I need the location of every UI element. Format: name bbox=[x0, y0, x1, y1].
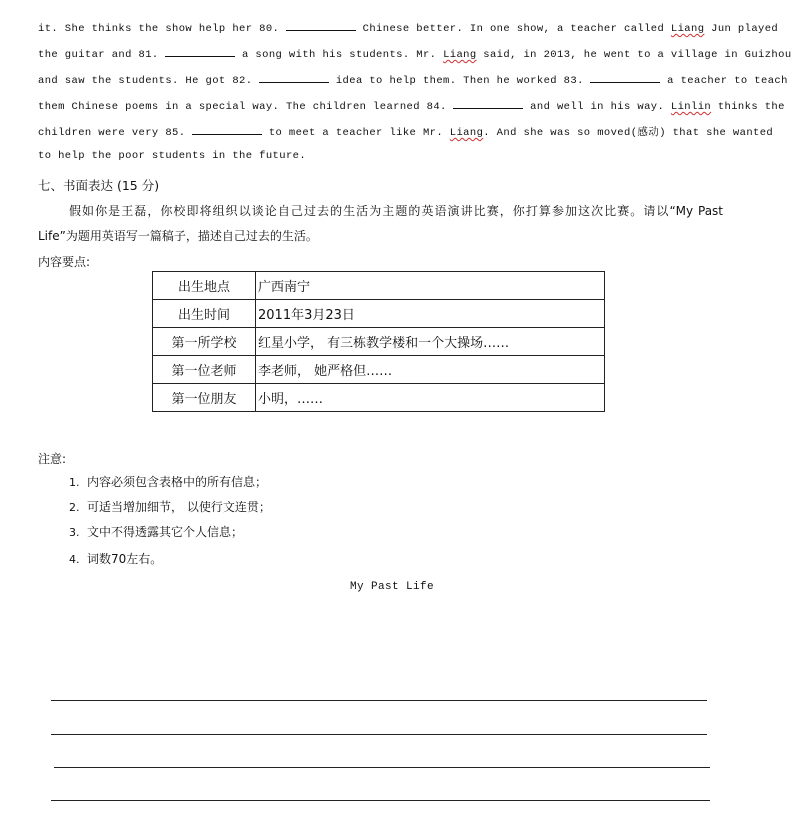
passage-text: a song with his students. Mr. bbox=[235, 49, 444, 61]
writing-prompt-line-1: 假如你是王磊，你校即将组织以谈论自己过去的生活为主题的英语演讲比赛，你打算参加这次比赛。请以“My Past bbox=[69, 204, 723, 218]
table-value: 广西南宁 bbox=[256, 272, 605, 300]
passage-line bbox=[38, 44, 792, 61]
passage-line bbox=[38, 18, 779, 35]
writing-prompt-line-2: Life”为题用英语写一篇稿子，描述自己过去的生活。 bbox=[38, 229, 318, 243]
writing-line[interactable] bbox=[54, 767, 710, 768]
answer-blank[interactable] bbox=[192, 122, 262, 135]
note-item bbox=[69, 550, 162, 567]
table-value: 2011年3月23日 bbox=[256, 300, 605, 328]
passage-text: thinks the bbox=[711, 101, 785, 113]
passage-line bbox=[38, 96, 785, 113]
table-key: 出生时间 bbox=[153, 300, 256, 328]
note-item bbox=[69, 523, 243, 540]
passage-text: Jun played bbox=[704, 23, 779, 35]
note-text: 词数70左右。 bbox=[87, 552, 163, 566]
passage-text: a teacher to teach bbox=[660, 75, 788, 87]
table-value: 红星小学， 有三栋教学楼和一个大操场…… bbox=[256, 328, 605, 356]
table-row bbox=[153, 328, 605, 356]
passage-text: Chinese better. In one show, a teacher called bbox=[355, 23, 671, 35]
note-text: 可适当增加细节， 以使行文连贯； bbox=[87, 500, 271, 514]
table-value: 小明，…… bbox=[256, 384, 605, 412]
table-row bbox=[153, 272, 605, 300]
passage-text: and saw the students. He got 82. bbox=[38, 75, 260, 87]
content-points-label: 内容要点: bbox=[38, 255, 91, 269]
note-number: 4. bbox=[69, 553, 80, 566]
passage-line bbox=[38, 148, 732, 164]
note-text: 内容必须包含表格中的所有信息； bbox=[87, 475, 268, 489]
passage-line bbox=[38, 70, 788, 87]
writing-line[interactable] bbox=[51, 700, 707, 701]
essay-title: My Past Life bbox=[349, 581, 434, 593]
note-number: 3. bbox=[69, 526, 80, 539]
answer-blank[interactable] bbox=[453, 96, 523, 109]
passage-text: children were very 85. bbox=[38, 127, 193, 139]
note-item bbox=[69, 473, 267, 490]
passage-text: . And she was so moved(感动) that she wanted bbox=[483, 127, 774, 139]
answer-blank[interactable] bbox=[259, 70, 329, 83]
table-key: 第一所学校 bbox=[153, 328, 256, 356]
table-key: 第一位朋友 bbox=[153, 384, 256, 412]
table-key: 第一位老师 bbox=[153, 356, 256, 384]
table-row bbox=[153, 356, 605, 384]
proper-noun: Linlin bbox=[670, 101, 712, 113]
note-number: 1. bbox=[69, 476, 80, 489]
passage-text: said, in 2013, he went to a village in Guizhou bbox=[476, 49, 792, 61]
table-row bbox=[153, 300, 605, 328]
passage-text: them Chinese poems in a special way. The children learned 84. bbox=[38, 101, 454, 113]
proper-noun: Liang bbox=[443, 49, 477, 61]
passage-text: to meet a teacher like Mr. bbox=[262, 127, 450, 139]
table-row bbox=[153, 384, 605, 412]
proper-noun: Liang bbox=[670, 23, 705, 35]
content-points-table bbox=[152, 271, 605, 412]
passage-text: to help the poor students in the future. bbox=[38, 150, 307, 162]
answer-blank[interactable] bbox=[590, 70, 660, 83]
table-value: 李老师， 她严格但…… bbox=[256, 356, 605, 384]
passage-line bbox=[38, 122, 774, 139]
writing-line[interactable] bbox=[51, 800, 710, 801]
table-key: 出生地点 bbox=[153, 272, 256, 300]
passage-text: and well in his way. bbox=[523, 101, 671, 113]
passage-text: idea to help them. Then he worked 83. bbox=[329, 75, 591, 87]
proper-noun: Liang bbox=[449, 127, 484, 139]
note-number: 2. bbox=[69, 501, 80, 514]
answer-blank[interactable] bbox=[165, 44, 235, 57]
passage-text: it. She thinks the show help her 80. bbox=[38, 23, 286, 35]
passage-text: the guitar and 81. bbox=[38, 49, 166, 61]
writing-line[interactable] bbox=[51, 734, 707, 735]
notes-label: 注意: bbox=[38, 452, 67, 466]
section-heading: 七、书面表达 (15 分) bbox=[38, 178, 160, 193]
note-text: 文中不得透露其它个人信息； bbox=[87, 525, 244, 539]
answer-blank[interactable] bbox=[286, 18, 356, 31]
note-item bbox=[69, 498, 271, 515]
